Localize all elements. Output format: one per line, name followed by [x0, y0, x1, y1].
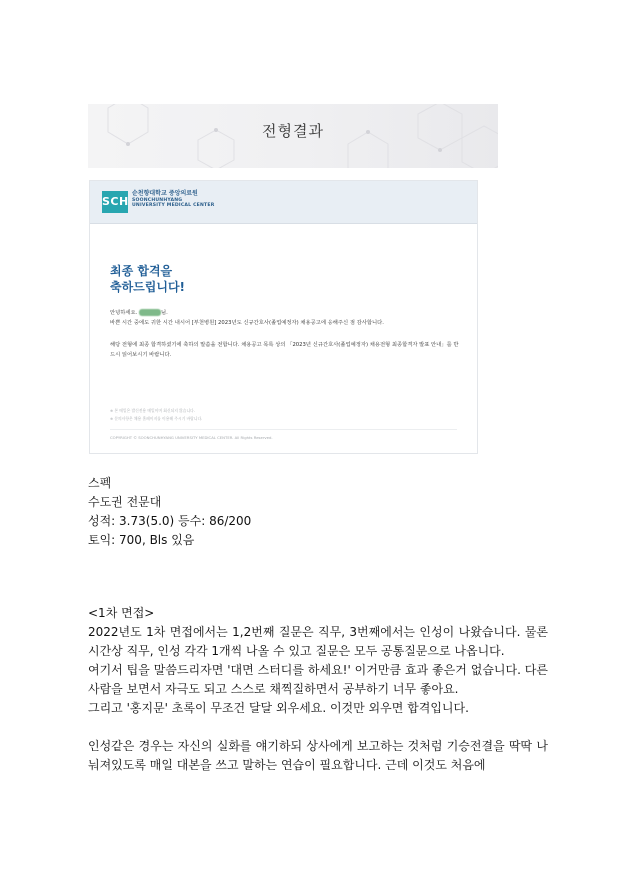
footnote-2: ※ 문의사항은 채용 홈페이지를 이용해 주시기 바랍니다. [110, 416, 203, 421]
thanks-paragraph: 바쁜 시간 중에도 귀한 시간 내시어 [부천병원] 2023년도 신규간호사(졸업예정자) 채용공고에 응해주신 점 감사합니다. [110, 320, 384, 326]
interview-paragraph-4: 인성같은 경우는 자신의 실화를 얘기하되 상사에게 보고하는 것처럼 기승전결을 딱딱 나눠져있도록 매일 대본을 쓰고 말하는 연습이 필요합니다. 근데 이것도 처음에 [88, 739, 548, 772]
greeting [110, 308, 460, 328]
interview-paragraph-3: 그리고 '홍지문' 초록이 무조건 달달 외우세요. 이것만 외우면 합격입니다. [88, 701, 469, 715]
spec-toeic: 토익: 700, Bls 있음 [88, 533, 195, 547]
email-screenshot [89, 180, 478, 454]
redacted-name [139, 309, 161, 316]
result-banner [88, 104, 498, 168]
banner-title: 전형결과 [262, 122, 324, 140]
email-body [110, 308, 460, 368]
post-content [88, 474, 548, 775]
hospital-name-en-1: SOONCHUNHYANG [132, 197, 183, 203]
spacer [88, 718, 548, 737]
congrats-line-2: 축하드립니다! [110, 280, 186, 294]
hospital-name-ko: 순천향대학교 중앙의료원 [132, 190, 198, 197]
spacer [88, 550, 548, 604]
copyright: COPYRIGHT © SOONCHUNHYANG UNIVERSITY MEDICAL CENTER. All Rights Reserved. [110, 435, 273, 440]
email-header [90, 181, 477, 224]
greeting-suffix: 님. [160, 310, 168, 316]
hospital-name [132, 191, 214, 208]
interview-paragraph-1: 2022년도 1차 면접에서는 1,2번째 질문은 직무, 3번째에서는 인성이 나왔습니다. 물론 시간상 직무, 인성 각각 1개씩 나올 수 있고 질문은 모두 공통질문으로 나옵니다. [88, 625, 548, 658]
spec-school: 수도권 전문대 [88, 495, 162, 509]
spec-grades: 성적: 3.73(5.0) 등수: 86/200 [88, 514, 252, 528]
email-footnotes [110, 407, 460, 423]
congrats-headline [110, 263, 185, 295]
footnote-1: ※ 본 메일은 발신전용 메일이며 회신되지 않습니다. [110, 408, 195, 413]
hospital-name-en-2: UNIVERSITY MEDICAL CENTER [132, 203, 215, 209]
interview-paragraph-2: 여기서 팁을 말씀드리자면 '대면 스터디를 하세요!' 이거만큼 효과 좋은거 없습니다. 다른 사람을 보면서 자극도 되고 스스로 채찍질하면서 공부하기 너무 좋아요. [88, 663, 548, 696]
sch-logo: SCH [102, 191, 128, 213]
footer-divider [110, 429, 457, 430]
greeting-prefix: 안녕하세요. [110, 310, 138, 316]
interview-heading: <1차 면접> [88, 606, 155, 620]
spec-heading: 스펙 [88, 476, 112, 490]
congrats-line-1: 최종 합격을 [110, 264, 173, 278]
result-paragraph: 해당 전형에 최종 합격하셨기에 축하의 말씀을 전합니다. 채용공고 목록 상의 「2023년 신규간호사(졸업예정자) 채용전형 최종합격자 발표 안내」를 반드시 읽어보시기 바랍니다. [110, 342, 459, 358]
